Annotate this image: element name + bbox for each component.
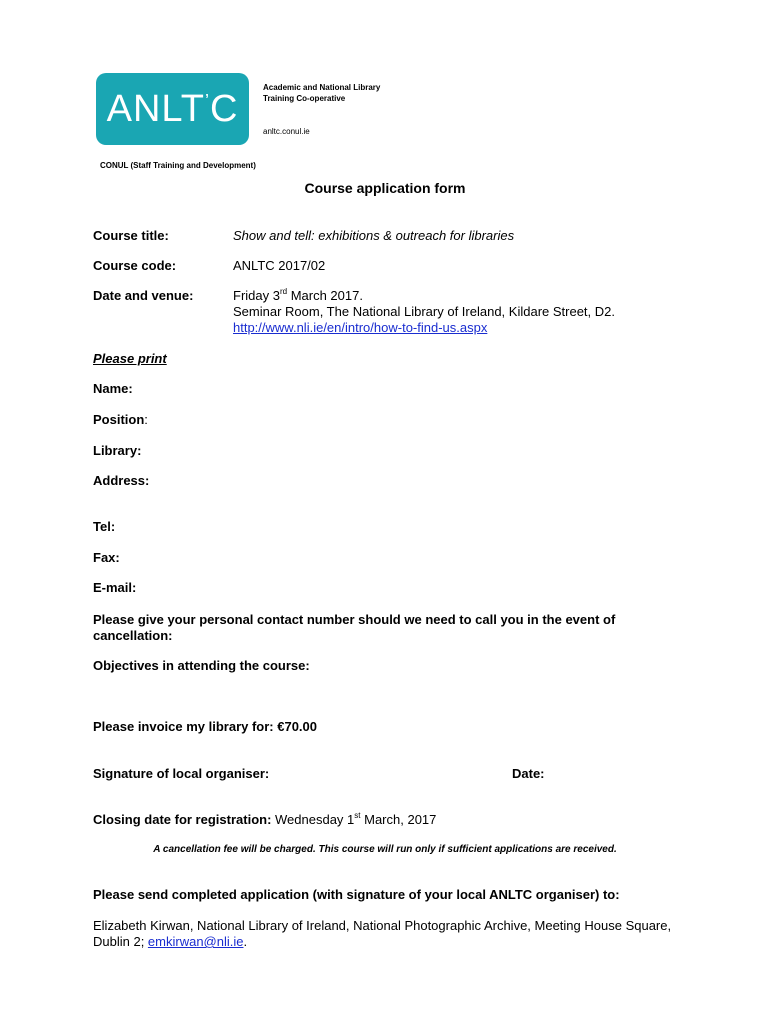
anltc-logo [96, 73, 249, 145]
course-code-value: ANLTC 2017/02 [233, 258, 326, 273]
org-website: anltc.conul.ie [263, 127, 310, 136]
email-field-label: E-mail: [93, 580, 137, 595]
course-venue: Seminar Room, The National Library of Ireland, Kildare Street, D2. [233, 304, 615, 319]
send-heading: Please send completed application (with signature of your local ANLTC organiser) to: [93, 887, 620, 902]
invoice-line: Please invoice my library for: €70.00 [93, 719, 318, 734]
send-address: Elizabeth Kirwan, National Library of Ireland, National Photographic Archive, Meeting House Square, Dublin 2; emkirwan@nli.ie. [93, 918, 672, 949]
course-title-value: Show and tell: exhibitions & outreach for libraries [233, 228, 515, 243]
position-field-label: Position: [93, 412, 148, 427]
closing-date: Closing date for registration: Wednesday 1st March, 2017 [93, 811, 437, 827]
logo-text: ANLT’C [106, 87, 239, 130]
name-field-label: Name: [93, 381, 133, 396]
course-code-label: Course code: [93, 258, 177, 273]
date-venue-value [233, 288, 615, 336]
page-title: Course application form [304, 180, 466, 196]
tel-field-label: Tel: [93, 519, 116, 534]
please-print: Please print [93, 351, 167, 366]
conul-subtitle: CONUL (Staff Training and Development) [100, 161, 256, 170]
signature-label: Signature of local organiser: [93, 766, 270, 781]
signature-date-label: Date: [512, 766, 545, 781]
venue-link[interactable]: http://www.nli.ie/en/intro/how-to-find-us.aspx [233, 320, 488, 335]
objectives-label: Objectives in attending the course: [93, 658, 310, 673]
contact-number-note: Please give your personal contact number should we need to call you in the event of cancellation: [93, 612, 616, 643]
fax-field-label: Fax: [93, 550, 120, 565]
address-field-label: Address: [93, 473, 150, 488]
date-venue-label: Date and venue: [93, 288, 194, 303]
contact-email-link[interactable]: emkirwan@nli.ie [147, 934, 244, 949]
course-title-label: Course title: [93, 228, 169, 243]
cancellation-note: A cancellation fee will be charged. This course will run only if sufficient applications are received. [153, 844, 617, 855]
org-name: Academic and National Library Training Co-operative [263, 83, 381, 103]
library-field-label: Library: [93, 443, 142, 458]
course-date: Friday 3rd March 2017. [233, 287, 363, 303]
